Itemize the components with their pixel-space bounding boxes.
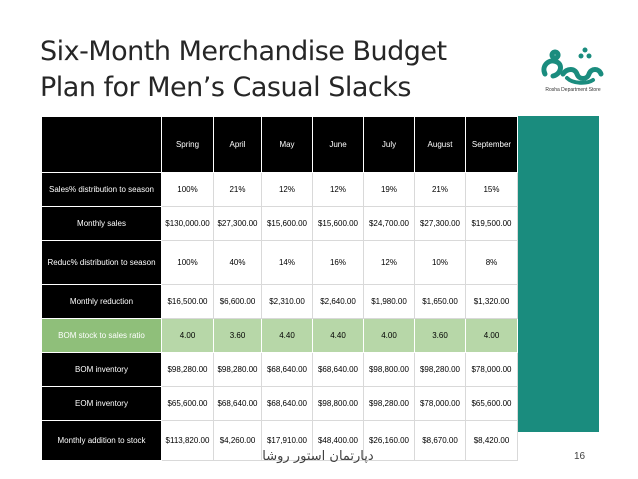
table-cell: $130,000.00 — [162, 207, 214, 241]
table-cell: $1,980.00 — [364, 285, 415, 319]
table-row — [42, 241, 518, 285]
column-header: September — [466, 117, 518, 173]
table-cell: 12% — [313, 173, 364, 207]
table-cell: 40% — [214, 241, 262, 285]
table-cell: $24,700.00 — [364, 207, 415, 241]
table-cell: $15,600.00 — [262, 207, 313, 241]
row-label: Monthly reduction — [42, 285, 162, 319]
table-cell: $68,640.00 — [262, 353, 313, 387]
table-cell: $98,800.00 — [313, 387, 364, 421]
table-cell: 8% — [466, 241, 518, 285]
table-cell: $2,310.00 — [262, 285, 313, 319]
column-header: July — [364, 117, 415, 173]
table-cell: $27,300.00 — [214, 207, 262, 241]
table-cell: 100% — [162, 173, 214, 207]
column-header: June — [313, 117, 364, 173]
table-cell: 4.00 — [162, 319, 214, 353]
table-cell: $78,000.00 — [415, 387, 466, 421]
table-cell: $78,000.00 — [466, 353, 518, 387]
table-cell: 3.60 — [214, 319, 262, 353]
header-corner-cell — [42, 117, 162, 173]
table-cell: 3.60 — [415, 319, 466, 353]
column-header: August — [415, 117, 466, 173]
table-cell: $4,260.00 — [214, 421, 262, 461]
table-cell: 21% — [214, 173, 262, 207]
row-label: Monthly sales — [42, 207, 162, 241]
table-cell: 4.00 — [466, 319, 518, 353]
table-row — [42, 285, 518, 319]
row-label: Reduc% distribution to season — [42, 241, 162, 285]
accent-sidebar — [516, 116, 599, 432]
column-header: May — [262, 117, 313, 173]
table-cell: $68,640.00 — [262, 387, 313, 421]
table-cell: $8,670.00 — [415, 421, 466, 461]
table-cell: $98,280.00 — [364, 387, 415, 421]
table-cell: 19% — [364, 173, 415, 207]
table-cell: 4.00 — [364, 319, 415, 353]
column-header: April — [214, 117, 262, 173]
table-cell: $6,600.00 — [214, 285, 262, 319]
table-cell: 4.40 — [262, 319, 313, 353]
table-cell: 100% — [162, 241, 214, 285]
table-cell: $98,280.00 — [162, 353, 214, 387]
table-cell: 21% — [415, 173, 466, 207]
slide-title-line-1: Six-Month Merchandise Budget — [40, 36, 447, 67]
table-cell: $1,320.00 — [466, 285, 518, 319]
budget-table — [41, 116, 518, 461]
rosha-logo-mark-icon — [537, 44, 609, 86]
table-row — [42, 319, 518, 353]
row-label: Sales% distribution to season — [42, 173, 162, 207]
table-cell: $8,420.00 — [466, 421, 518, 461]
table-cell: $68,640.00 — [313, 353, 364, 387]
table-cell: $27,300.00 — [415, 207, 466, 241]
column-header: Spring — [162, 117, 214, 173]
table-cell: $113,820.00 — [162, 421, 214, 461]
table-cell: $19,500.00 — [466, 207, 518, 241]
table-cell: $48,400.00 — [313, 421, 364, 461]
row-label: Monthly addition to stock — [42, 421, 162, 461]
table-row — [42, 387, 518, 421]
slide-title-line-2: Plan for Men’s Casual Slacks — [40, 72, 411, 103]
table-cell: $65,600.00 — [466, 387, 518, 421]
table-cell: $98,280.00 — [214, 353, 262, 387]
table-cell: 4.40 — [313, 319, 364, 353]
table-cell: $65,600.00 — [162, 387, 214, 421]
slide-title — [40, 34, 447, 106]
footer-text: دپارتمان استور روشا — [262, 449, 374, 464]
table-cell: $1,650.00 — [415, 285, 466, 319]
table-cell: 14% — [262, 241, 313, 285]
table-row — [42, 353, 518, 387]
table-cell: 12% — [262, 173, 313, 207]
rosha-logo — [527, 44, 619, 96]
table-cell: 16% — [313, 241, 364, 285]
table-cell: $15,600.00 — [313, 207, 364, 241]
table-cell: $26,160.00 — [364, 421, 415, 461]
row-label: BOM stock to sales ratio — [42, 319, 162, 353]
row-label: BOM inventory — [42, 353, 162, 387]
table-cell: $98,800.00 — [364, 353, 415, 387]
table-cell: 15% — [466, 173, 518, 207]
table-row — [42, 207, 518, 241]
table-cell: $68,640.00 — [214, 387, 262, 421]
table-cell: $2,640.00 — [313, 285, 364, 319]
page-number: 16 — [574, 451, 586, 462]
table-cell: 12% — [364, 241, 415, 285]
table-cell: 10% — [415, 241, 466, 285]
table-cell: $17,910.00 — [262, 421, 313, 461]
row-label: EOM inventory — [42, 387, 162, 421]
header-row — [42, 117, 518, 173]
logo-caption: Rosha Department Store — [545, 87, 601, 93]
table-row — [42, 173, 518, 207]
table-cell: $16,500.00 — [162, 285, 214, 319]
table-cell: $98,280.00 — [415, 353, 466, 387]
